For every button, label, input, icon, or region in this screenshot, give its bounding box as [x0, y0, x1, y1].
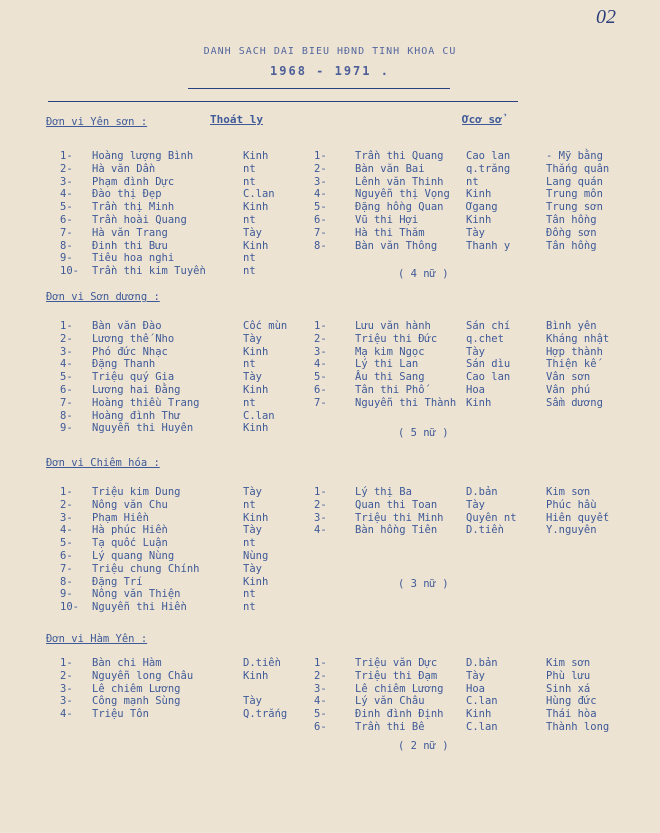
- delegate-name: Lý thị Ba: [355, 486, 412, 498]
- delegate-ethnicity: Kinh: [243, 239, 269, 252]
- unit-label: Đơn vi Sơn dương :: [46, 291, 160, 303]
- row-number: 2-: [60, 332, 73, 345]
- delegate-ethnicity: Tày: [243, 226, 262, 239]
- female-count: ( 4 nữ ): [398, 268, 449, 280]
- heading-thoat-ly: Thoát ly: [210, 113, 263, 126]
- delegate-commune: Sinh xá: [546, 682, 591, 695]
- delegate-ethnicity: Quyên nt: [466, 511, 517, 524]
- delegate-name: Nguyễn thị Vọng: [355, 188, 450, 201]
- delegate-commune: Kim sơn: [546, 657, 591, 669]
- row-number: 5-: [60, 537, 73, 550]
- delegate-name: Triệu quý Gia: [92, 371, 175, 384]
- delegate-commune: Thiện kế: [546, 358, 597, 371]
- delegate-name: Lý thi Lan: [355, 358, 419, 371]
- delegate-name: Bàn văn Thông: [355, 239, 438, 252]
- row-number: 8-: [60, 409, 73, 422]
- delegate-name: Trần thi Quang: [355, 150, 444, 162]
- row-number: 3-: [60, 175, 73, 188]
- delegate-name: Đinh đình Định: [355, 708, 444, 721]
- delegate-name: Hoàng lượng Bình: [92, 150, 194, 162]
- row-number: 6-: [60, 214, 73, 226]
- delegate-ethnicity: D.bản: [466, 486, 498, 498]
- delegate-ethnicity: Ơgang: [466, 201, 498, 214]
- row-number: 2-: [60, 498, 73, 511]
- delegate-ethnicity: Tày: [466, 669, 485, 682]
- row-number: 1-: [60, 657, 73, 669]
- delegate-name: Bàn văn Đào: [92, 320, 162, 332]
- delegate-ethnicity: nt: [243, 358, 256, 371]
- delegate-ethnicity: C.lan: [243, 409, 275, 422]
- delegate-name: Đào thị Đẹp: [92, 188, 162, 201]
- delegate-name: Lê chiêm Lương: [92, 682, 181, 695]
- delegate-commune: Phù lưu: [546, 669, 591, 682]
- corner-mark: 02: [596, 6, 616, 28]
- delegate-ethnicity: Sán dìu: [466, 358, 511, 371]
- delegate-name: Tạ quốc Luận: [92, 537, 168, 550]
- delegate-ethnicity: Kinh: [243, 345, 269, 358]
- row-number: 2-: [314, 669, 327, 682]
- section-rule: [48, 101, 518, 102]
- row-number: 10-: [60, 265, 79, 278]
- row-number: 5-: [314, 201, 327, 214]
- row-number: 4-: [60, 524, 73, 537]
- delegate-commune: Lang quán: [546, 175, 603, 188]
- delegate-ethnicity: Kinh: [243, 201, 269, 214]
- delegate-ethnicity: Kinh: [243, 150, 269, 162]
- delegate-commune: Hùng đức: [546, 695, 597, 708]
- delegate-commune: Vân sơn: [546, 371, 591, 384]
- row-number: 7-: [60, 396, 73, 409]
- delegate-ethnicity: Cao lan: [466, 150, 511, 162]
- delegate-commune: Tân hồng: [546, 239, 597, 252]
- delegate-commune: Sầm dương: [546, 396, 603, 409]
- delegate-name: Lê chiêm Lương: [355, 682, 444, 695]
- delegate-ethnicity: nt: [243, 162, 256, 175]
- delegate-ethnicity: Tày: [243, 524, 262, 537]
- row-number: 4-: [314, 358, 327, 371]
- delegate-name: Triệu chung Chính: [92, 562, 200, 575]
- row-number: 4-: [314, 695, 327, 708]
- delegate-ethnicity: C.lan: [243, 188, 275, 201]
- row-number: 1-: [60, 150, 73, 162]
- delegate-ethnicity: Tày: [243, 332, 262, 345]
- delegate-name: Lương thế Nho: [92, 332, 175, 345]
- delegate-ethnicity: nt: [243, 214, 256, 226]
- delegate-ethnicity: nt: [243, 252, 256, 265]
- delegate-name: Lưu văn hành: [355, 320, 431, 332]
- female-count: ( 3 nữ ): [398, 578, 449, 590]
- delegate-commune: Vân phú: [546, 384, 591, 396]
- delegate-commune: Thành long: [546, 721, 610, 733]
- delegate-name: Hà phúc Hiền: [92, 524, 168, 537]
- delegate-commune: Bình yên: [546, 320, 597, 332]
- delegate-ethnicity: q.trăng: [466, 162, 511, 175]
- delegate-name: Đinh thi Bưu: [92, 239, 168, 252]
- delegate-name: Bàn chi Hàm: [92, 657, 162, 669]
- row-number: 3-: [60, 695, 73, 708]
- delegate-name: Hoàng đình Thư: [92, 409, 181, 422]
- title-rule: [188, 88, 450, 89]
- delegate-ethnicity: C.lan: [466, 695, 498, 708]
- delegate-name: Quan thi Toan: [355, 498, 438, 511]
- delegate-commune: Hiên quyết: [546, 511, 610, 524]
- delegate-ethnicity: Nùng: [243, 550, 269, 562]
- delegate-name: Hà văn Dần: [92, 162, 156, 175]
- delegate-name: Lương hai Đằng: [92, 384, 181, 396]
- delegate-name: Đặng Thanh: [92, 358, 156, 371]
- row-number: 3-: [314, 345, 327, 358]
- delegate-commune: Trung môn: [546, 188, 603, 201]
- delegate-name: Phạm Hiền: [92, 511, 149, 524]
- row-number: 3-: [60, 345, 73, 358]
- row-number: 6-: [60, 384, 73, 396]
- row-number: 2-: [314, 162, 327, 175]
- row-number: 4-: [60, 708, 73, 721]
- delegate-name: Lý quang Nùng: [92, 550, 175, 562]
- delegate-ethnicity: nt: [243, 396, 256, 409]
- delegate-ethnicity: nt: [243, 265, 256, 278]
- delegate-ethnicity: Sán chí: [466, 320, 511, 332]
- unit-label: Đơn vi Chiêm hóa :: [46, 457, 160, 469]
- row-number: 6-: [314, 384, 327, 396]
- delegate-ethnicity: nt: [243, 498, 256, 511]
- row-number: 2-: [314, 332, 327, 345]
- row-number: 8-: [60, 239, 73, 252]
- delegate-name: Triệu thi Đạm: [355, 669, 438, 682]
- document-years: 1968 - 1971 .: [270, 64, 390, 78]
- delegate-commune: Tân hồng: [546, 214, 597, 226]
- row-number: 3-: [314, 682, 327, 695]
- delegate-ethnicity: Cao lan: [466, 371, 511, 384]
- delegate-commune: - Mỹ bằng: [546, 150, 603, 162]
- delegate-name: Đặng Trí: [92, 575, 143, 588]
- delegate-commune: Y.nguyên: [546, 524, 597, 537]
- delegate-name: Lý văn Châu: [355, 695, 425, 708]
- delegate-ethnicity: Tày: [243, 486, 262, 498]
- delegate-ethnicity: D.tiền: [466, 524, 504, 537]
- delegate-ethnicity: Kinh: [466, 188, 492, 201]
- delegate-name: Trần thi Bê: [355, 721, 425, 733]
- delegate-ethnicity: Thanh y: [466, 239, 511, 252]
- delegate-name: Nguyễn thi Hiền: [92, 601, 187, 614]
- delegate-commune: Kháng nhật: [546, 332, 610, 345]
- delegate-ethnicity: Kinh: [243, 511, 269, 524]
- delegate-commune: Phúc hầu: [546, 498, 597, 511]
- female-count: ( 2 nữ ): [398, 740, 449, 752]
- row-number: 3-: [314, 511, 327, 524]
- row-number: 1-: [60, 320, 73, 332]
- delegate-name: Triệu thi Minh: [355, 511, 444, 524]
- row-number: 5-: [314, 708, 327, 721]
- delegate-ethnicity: Kinh: [243, 422, 269, 435]
- delegate-name: Tân thi Phố: [355, 384, 425, 396]
- delegate-name: Nông văn Thiện: [92, 588, 181, 601]
- delegate-name: Hoàng thiều Trang: [92, 396, 200, 409]
- delegate-ethnicity: C.lan: [466, 721, 498, 733]
- delegate-ethnicity: q.chet: [466, 332, 504, 345]
- row-number: 5-: [60, 371, 73, 384]
- row-number: 9-: [60, 252, 73, 265]
- delegate-name: Trần thi kim Tuyền: [92, 265, 206, 278]
- delegate-ethnicity: nt: [243, 175, 256, 188]
- delegate-ethnicity: Kinh: [466, 708, 492, 721]
- delegate-name: Nguyễn long Châu: [92, 669, 194, 682]
- delegate-commune: Đồng sơn: [546, 226, 597, 239]
- delegate-ethnicity: Kinh: [466, 214, 492, 226]
- row-number: 2-: [314, 498, 327, 511]
- row-number: 10-: [60, 601, 79, 614]
- row-number: 5-: [60, 201, 73, 214]
- row-number: 7-: [60, 226, 73, 239]
- row-number: 2-: [60, 669, 73, 682]
- delegate-ethnicity: Hoa: [466, 384, 485, 396]
- delegate-name: Phạm đình Dực: [92, 175, 175, 188]
- row-number: 1-: [314, 320, 327, 332]
- row-number: 9-: [60, 422, 73, 435]
- delegate-commune: Thắng quân: [546, 162, 610, 175]
- row-number: 7-: [314, 396, 327, 409]
- delegate-name: Bàn văn Bai: [355, 162, 425, 175]
- delegate-name: Đặng hồng Quan: [355, 201, 444, 214]
- row-number: 6-: [314, 214, 327, 226]
- delegate-name: Triệu Tôn: [92, 708, 149, 721]
- delegate-ethnicity: Hoa: [466, 682, 485, 695]
- delegate-name: Hà thi Thăm: [355, 226, 425, 239]
- delegate-ethnicity: Tày: [243, 695, 262, 708]
- delegate-name: Hà văn Trang: [92, 226, 168, 239]
- female-count: ( 5 nữ ): [398, 427, 449, 439]
- row-number: 5-: [314, 371, 327, 384]
- delegate-ethnicity: nt: [466, 175, 479, 188]
- delegate-ethnicity: Kinh: [243, 384, 269, 396]
- delegate-ethnicity: Cốc mùn: [243, 320, 288, 332]
- heading-co-so: Ơcơ sở: [462, 113, 502, 126]
- row-number: 6-: [314, 721, 327, 733]
- row-number: 1-: [314, 150, 327, 162]
- delegate-ethnicity: Q.trắng: [243, 708, 288, 721]
- delegate-name: Mạ kim Ngọc: [355, 345, 425, 358]
- delegate-name: Tiêu hoa nghi: [92, 252, 175, 265]
- row-number: 7-: [314, 226, 327, 239]
- unit-label: Đơn vi Yên sơn :: [46, 116, 148, 128]
- delegate-name: Vũ thi Hợi: [355, 214, 419, 226]
- row-number: 6-: [60, 550, 73, 562]
- delegate-name: Trần hoài Quang: [92, 214, 187, 226]
- delegate-ethnicity: Tày: [466, 498, 485, 511]
- row-number: 1-: [314, 486, 327, 498]
- delegate-commune: Hợp thành: [546, 345, 603, 358]
- delegate-commune: Kim sơn: [546, 486, 591, 498]
- delegate-ethnicity: nt: [243, 601, 256, 614]
- delegate-ethnicity: Kinh: [243, 669, 269, 682]
- delegate-name: Triệu văn Dực: [355, 657, 438, 669]
- row-number: 4-: [60, 358, 73, 371]
- delegate-ethnicity: Tày: [243, 371, 262, 384]
- delegate-ethnicity: Tày: [466, 345, 485, 358]
- row-number: 1-: [60, 486, 73, 498]
- delegate-name: Âu thi Sang: [355, 371, 425, 384]
- row-number: 4-: [60, 188, 73, 201]
- delegate-ethnicity: nt: [243, 588, 256, 601]
- delegate-ethnicity: Tày: [466, 226, 485, 239]
- delegate-name: Công mạnh Sùng: [92, 695, 181, 708]
- row-number: 3-: [314, 175, 327, 188]
- row-number: 8-: [60, 575, 73, 588]
- row-number: 9-: [60, 588, 73, 601]
- delegate-name: Nguyễn thi Thành: [355, 396, 457, 409]
- row-number: 7-: [60, 562, 73, 575]
- delegate-name: Bàn hồng Tiên: [355, 524, 438, 537]
- delegate-ethnicity: Kinh: [243, 575, 269, 588]
- delegate-commune: Thái hòa: [546, 708, 597, 721]
- delegate-name: Nguyễn thi Huyên: [92, 422, 194, 435]
- document-title: DANH SACH DAI BIEU HĐND TINH KHOA CU: [203, 46, 457, 57]
- delegate-ethnicity: Kinh: [466, 396, 492, 409]
- row-number: 4-: [314, 188, 327, 201]
- delegate-ethnicity: D.bản: [466, 657, 498, 669]
- delegate-name: Trần thị Minh: [92, 201, 175, 214]
- delegate-name: Lênh văn Thinh: [355, 175, 444, 188]
- delegate-commune: Trung sơn: [546, 201, 603, 214]
- row-number: 3-: [60, 511, 73, 524]
- row-number: 4-: [314, 524, 327, 537]
- row-number: 3-: [60, 682, 73, 695]
- delegate-name: Triệu thi Đức: [355, 332, 438, 345]
- row-number: 8-: [314, 239, 327, 252]
- delegate-ethnicity: nt: [243, 537, 256, 550]
- row-number: 1-: [314, 657, 327, 669]
- unit-label: Đơn vi Hàm Yên :: [46, 633, 148, 645]
- row-number: 2-: [60, 162, 73, 175]
- delegate-ethnicity: D.tiền: [243, 657, 281, 669]
- delegate-ethnicity: Tày: [243, 562, 262, 575]
- delegate-name: Phó đức Nhạc: [92, 345, 168, 358]
- delegate-name: Triệu kim Dung: [92, 486, 181, 498]
- delegate-name: Nông văn Chu: [92, 498, 168, 511]
